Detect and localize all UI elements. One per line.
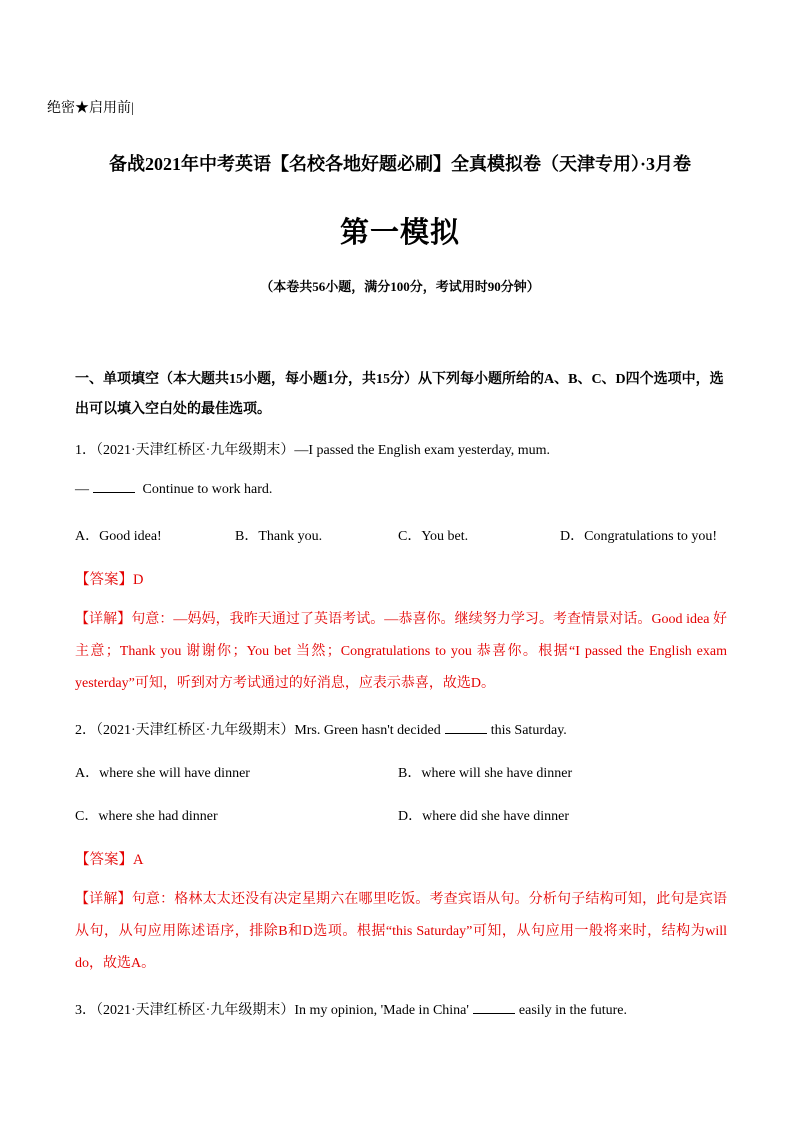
question-1-option-c: C．You bet.	[398, 529, 469, 544]
question-2-option-d: D．where did she have dinner	[398, 809, 570, 824]
question-2-option-b: B．where will she have dinner	[398, 766, 573, 781]
question-2-detail: 【详解】句意：格林太太还没有决定星期六在哪里吃饭。考查宾语从句。分析句子结构可知，此句是宾语从句，从句应用陈述语序，排除B和D选项。根据“this Saturday”可知，从句应用一般将来时，结构为will do，故选A。	[75, 892, 727, 971]
exam-title: 备战2021年中考英语【名校各地好题必刷】全真模拟卷（天津专用）·3月卷	[109, 154, 691, 174]
section-heading: 一、单项填空（本大题共15小题，每小题1分，共15分）从下列每小题所给的A、B、C、D四个选项中，选出可以填入空白处的最佳选项。	[75, 372, 724, 417]
exam-subtitle: 第一模拟	[339, 215, 460, 249]
question-2-stem	[75, 719, 567, 739]
question-3-stem	[75, 999, 627, 1019]
question-2-answer: 【答案】A	[75, 852, 144, 868]
question-1-stem-text: Continue to work hard.	[139, 482, 273, 497]
answer-blank	[473, 1012, 515, 1014]
question-2-stem-end: this Saturday.	[490, 723, 567, 738]
dash: —	[75, 482, 89, 497]
question-2-stem-text: 2．（2021·天津红桥区·九年级期末）Mrs. Green hasn't decided	[75, 723, 441, 738]
exam-note: （本卷共56小题，满分100分，考试用时90分钟）	[260, 279, 540, 294]
answer-blank	[93, 491, 135, 493]
question-1-option-b: B．Thank you.	[235, 529, 323, 544]
question-3-stem-text: 3．（2021·天津红桥区·九年级期末）In my opinion, 'Made in China'	[75, 1003, 469, 1018]
question-3-stem-end: easily in the future.	[518, 1003, 627, 1018]
question-1-answer: 【答案】D	[75, 572, 144, 588]
question-1-stem: 1．（2021·天津红桥区·九年级期末）—I passed the English exam yesterday, mum.	[75, 443, 551, 458]
question-2-option-c: C．where she had dinner	[75, 809, 218, 824]
question-2-option-a: A．where she will have dinner	[75, 766, 250, 781]
question-1-option-d: D．Congratulations to you!	[560, 529, 718, 544]
question-1-stem-line2	[75, 482, 272, 498]
confidential-mark: 绝密★启用前|	[47, 101, 134, 116]
answer-blank	[445, 732, 487, 734]
question-1-detail: 【详解】句意：—妈妈，我昨天通过了英语考试。—恭喜你。继续努力学习。考查情景对话。Good idea 好主意；Thank you 谢谢你；You bet 当然；Congratulations to you 恭喜你。根据“I passed the English exam yesterday”可知，听到对方考试通过的好消息，应表示恭喜，故选D。	[75, 612, 727, 691]
question-1-option-a: A．Good idea!	[75, 529, 162, 544]
